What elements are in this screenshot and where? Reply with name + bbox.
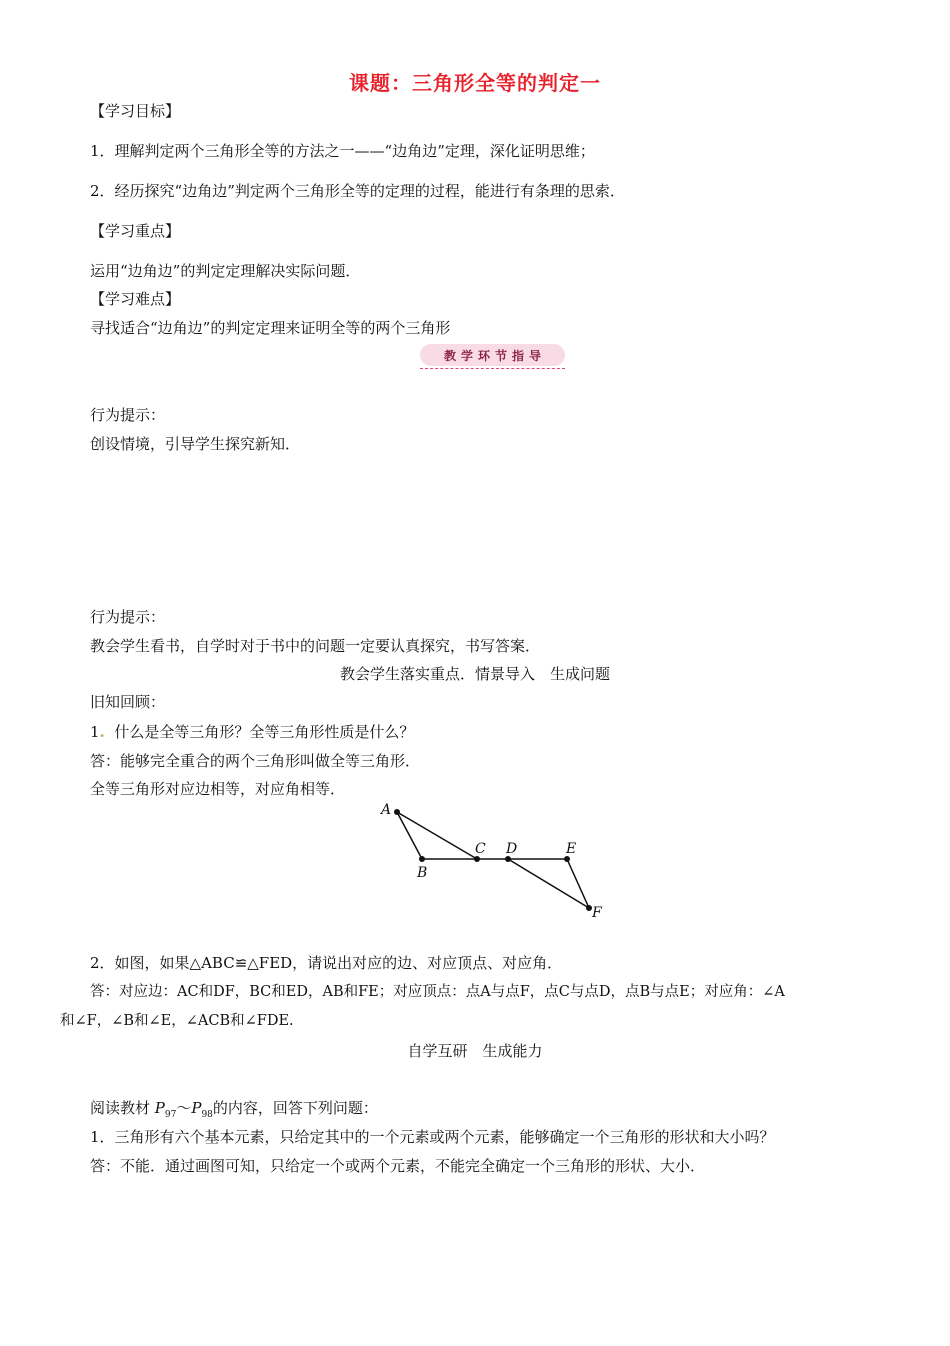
reading-intro-prefix: 阅读教材 — [90, 1099, 155, 1117]
point-b — [419, 856, 425, 862]
review-q2: 2．如图，如果△ABC≌△FED，请说出对应的边、对应顶点、对应角． — [90, 954, 563, 972]
review-heading: 旧知回顾： — [90, 693, 166, 711]
section2-title: 自学互研 生成能力 — [407, 1042, 543, 1060]
page-ref-start-number: 97 — [164, 1110, 177, 1120]
segment-df — [508, 859, 589, 908]
key-points-heading: 【学习重点】 — [90, 222, 181, 240]
review-a1-line2: 全等三角形对应边相等，对应角相等． — [90, 780, 346, 798]
banner-label: 教学环节指导 — [443, 348, 546, 363]
banner-background — [420, 344, 565, 366]
reading-intro-suffix: 的内容，回答下列问题： — [212, 1099, 378, 1117]
label-b: B — [417, 865, 428, 881]
objective-item-2: 2．经历探究“边角边”判定两个三角形全等的定理的过程，能进行有条理的思索． — [90, 182, 625, 200]
review-q1-text: 什么是全等三角形？全等三角形性质是什么？ — [114, 723, 415, 741]
label-a: A — [381, 802, 392, 818]
difficulties-heading: 【学习难点】 — [90, 290, 181, 308]
reading-q1: 1．三角形有六个基本元素，只给定其中的一个元素或两个元素，能够确定一个三角形的形状和大小吗？ — [90, 1128, 775, 1146]
review-a2-line1: 答：对应边：AC和DF，BC和ED，AB和FE；对应顶点：点A与点F，点C与点D，点B与点E；对应角：∠A — [90, 984, 785, 1000]
label-c: C — [475, 841, 486, 857]
page-ref-tilde: ～ — [176, 1099, 192, 1117]
page-ref-start: P — [154, 1099, 165, 1117]
review-q1-number: 1 — [90, 723, 100, 741]
objectives-heading: 【学习目标】 — [90, 102, 181, 120]
hint1-label: 行为提示： — [90, 406, 166, 424]
hint2-text: 教会学生看书，自学时对于书中的问题一定要认真探究，书写答案． — [90, 637, 541, 655]
teaching-guide-banner — [420, 344, 565, 370]
review-a2-line2: 和∠F，∠B和∠E，∠ACB和∠FDE. — [60, 1013, 294, 1029]
difficulties-text: 寻找适合“边角边”的判定定理来证明全等的两个三角形 — [90, 319, 451, 337]
page-title: 课题：三角形全等的判定一 — [349, 71, 601, 95]
review-q1 — [90, 722, 414, 742]
page-ref-end-number: 98 — [201, 1110, 213, 1120]
hint1-text: 创设情境，引导学生探究新知． — [90, 435, 301, 453]
label-f: F — [592, 905, 602, 921]
reading-a1: 答：不能．通过画图可知，只给定一个或两个元素，不能完全确定一个三角形的形状、大小． — [90, 1157, 706, 1175]
hint2-label: 行为提示： — [90, 608, 166, 626]
section1-title: 教会学生落实重点．情景导入 生成问题 — [339, 665, 610, 683]
reading-intro — [90, 1098, 378, 1125]
point-a — [394, 809, 400, 815]
review-a1-line1: 答：能够完全重合的两个三角形叫做全等三角形． — [90, 752, 421, 770]
triangle-figure — [375, 800, 615, 925]
objective-item-1: 1．理解判定两个三角形全等的方法之一——“边角边”定理，深化证明思维； — [90, 142, 595, 160]
page-ref-end: P — [191, 1099, 202, 1117]
review-q1-dot: . — [99, 723, 105, 741]
label-e: E — [566, 841, 577, 857]
banner-dashed-underline — [420, 368, 565, 369]
key-points-text: 运用“边角边”的判定定理解决实际问题． — [90, 262, 361, 280]
label-d: D — [506, 841, 518, 857]
